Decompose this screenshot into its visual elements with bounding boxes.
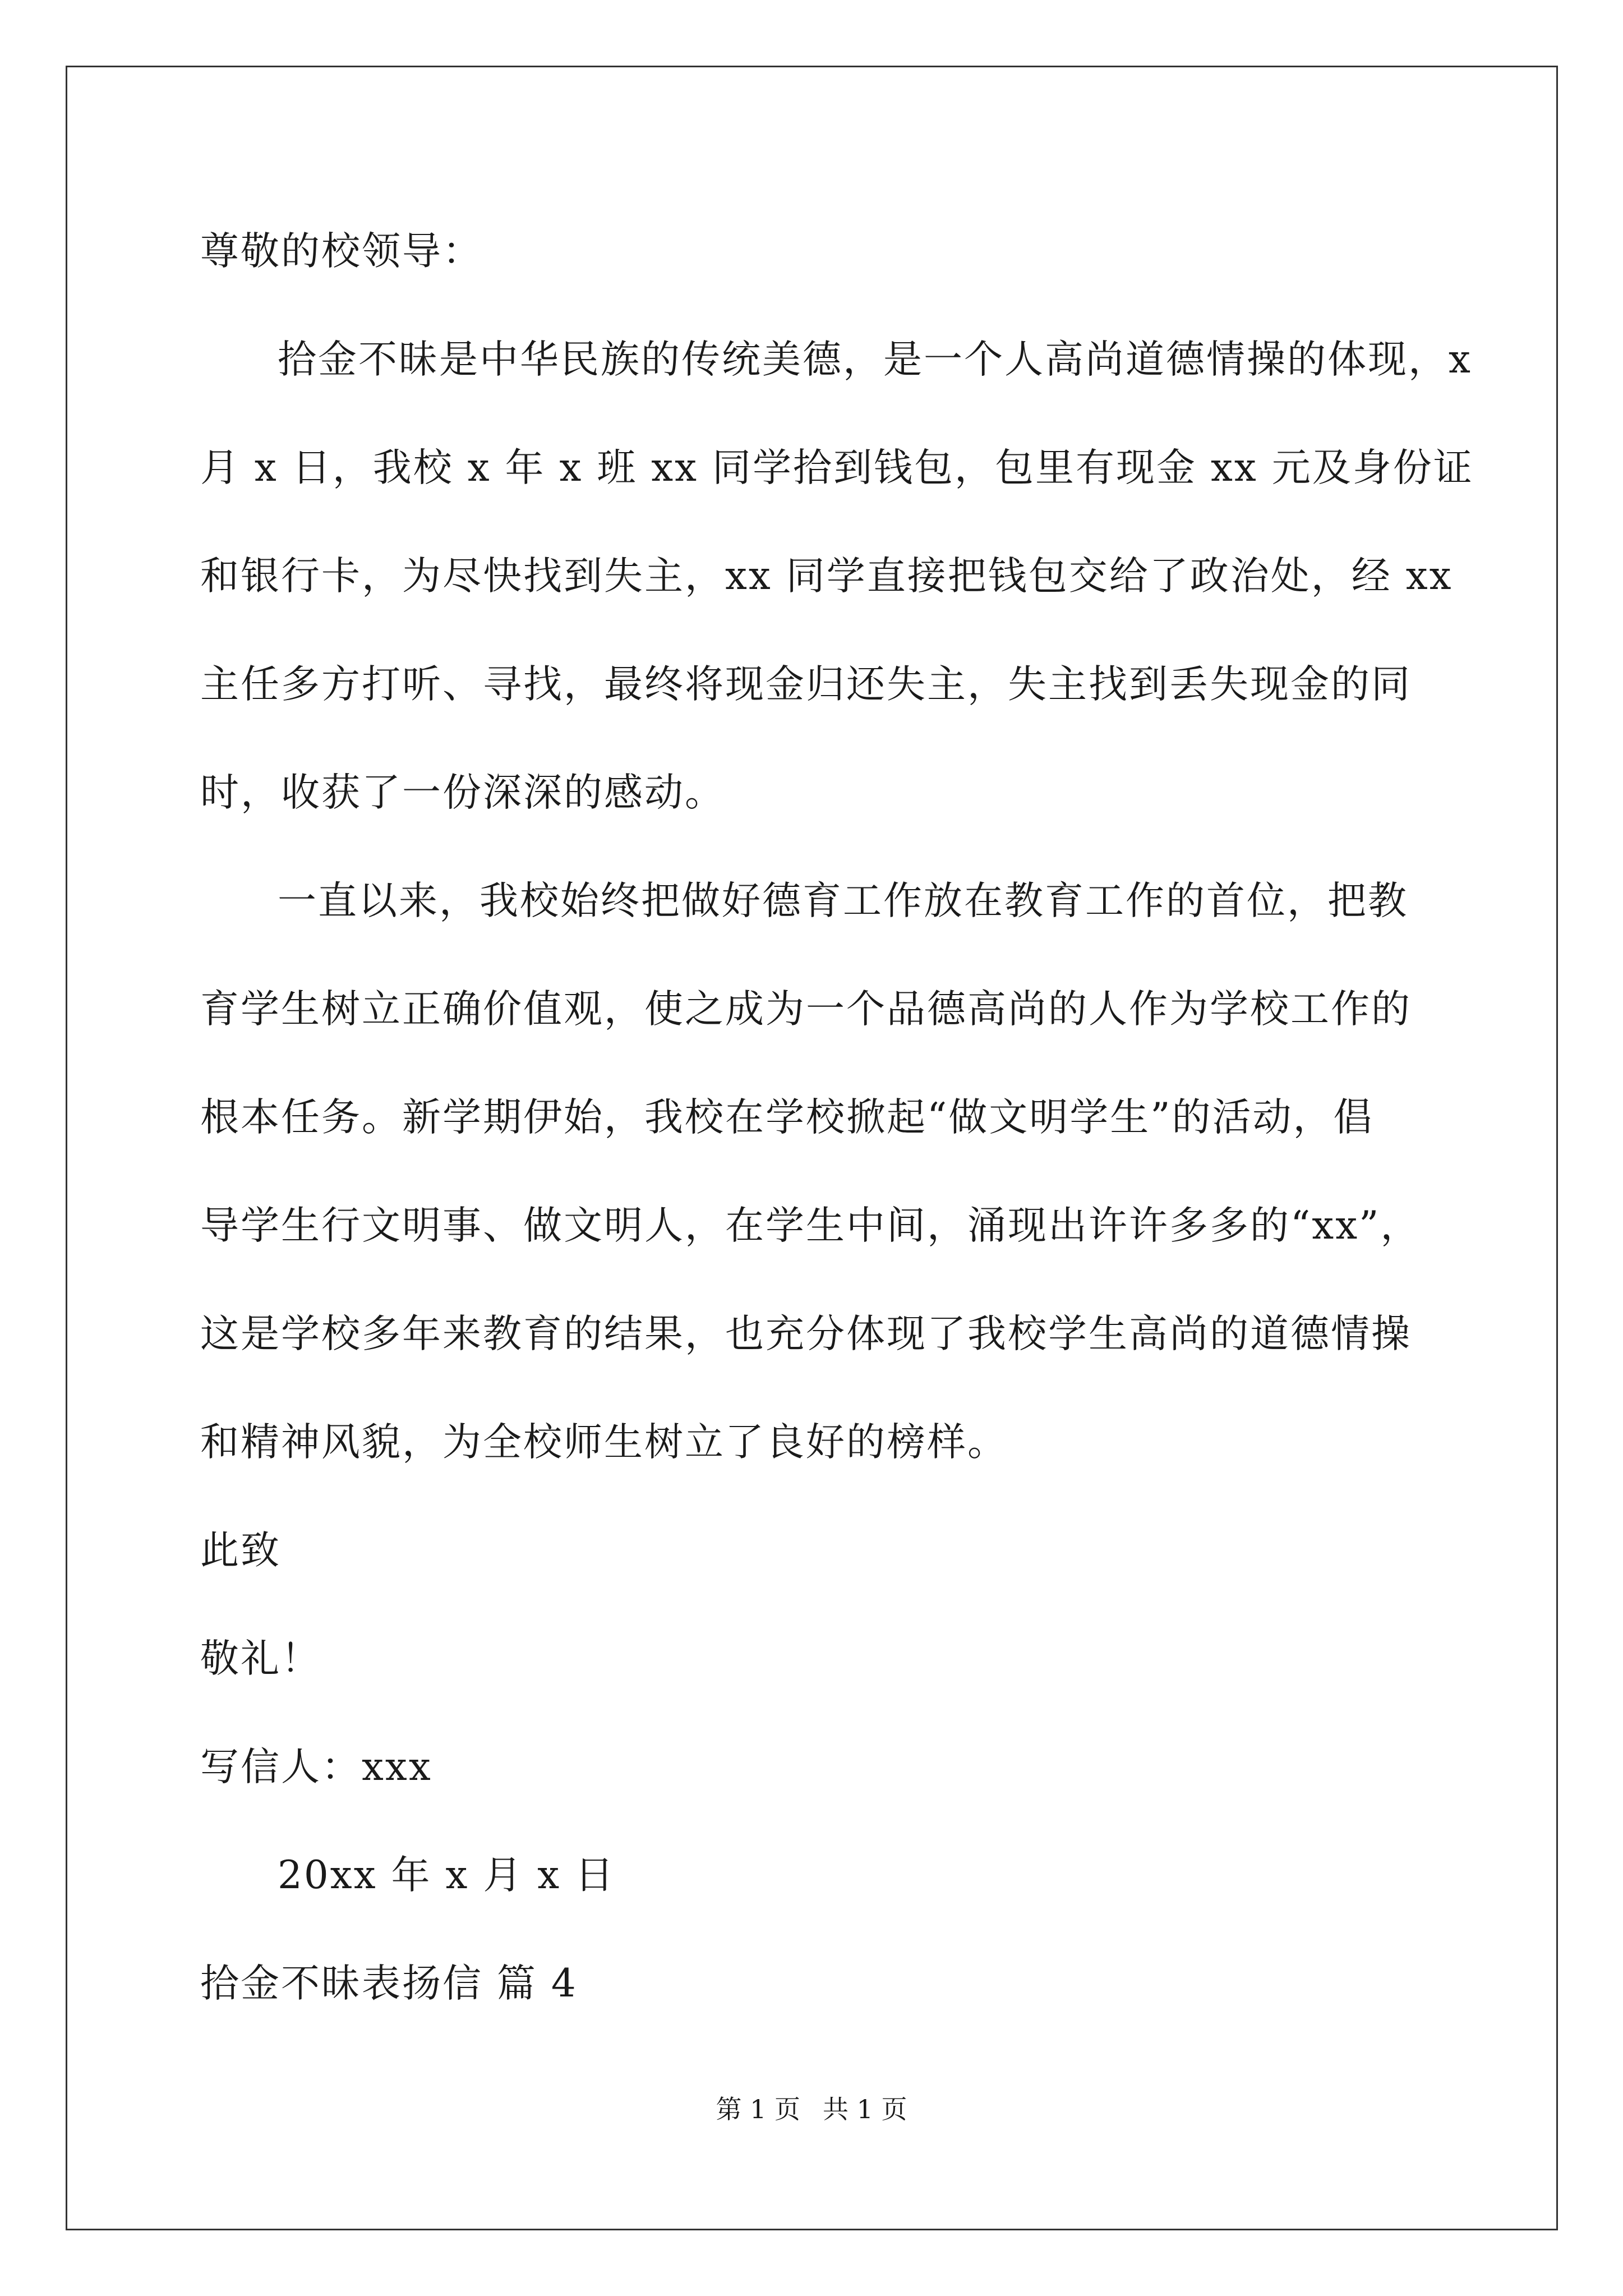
paragraph-2-line-2: 育学生树立正确价值观，使之成为一个品德高尚的人作为学校工作的: [200, 987, 1412, 1032]
next-section-heading: 拾金不昧表扬信 篇 4: [200, 1961, 578, 2006]
signer: 写信人：xxx: [200, 1745, 432, 1789]
letter-date: 20xx 年 x 月 x 日: [278, 1853, 616, 1898]
page-number: 第 1 页: [716, 2094, 800, 2124]
paragraph-1-line-2: 月 x 日，我校 x 年 x 班 xx 同学拾到钱包，包里有现金 xx 元及身份证: [200, 445, 1474, 490]
page-total: 共 1 页: [823, 2094, 907, 2124]
closing-greeting: 此致: [200, 1528, 281, 1573]
paragraph-1-line-1: 拾金不昧是中华民族的传统美德，是一个人高尚道德情操的体现，x: [278, 337, 1472, 382]
paragraph-1-line-4: 主任多方打听、寻找，最终将现金归还失主，失主找到丢失现金的同: [200, 662, 1412, 707]
salutation: 尊敬的校领导：: [200, 229, 483, 274]
paragraph-2-line-3: 根本任务。新学期伊始，我校在学校掀起“做文明学生”的活动，倡: [200, 1095, 1374, 1140]
closing-salute: 敬礼！: [200, 1636, 321, 1681]
paragraph-1-line-5: 时，收获了一份深深的感动。: [200, 770, 725, 815]
page-footer: [0, 2092, 1623, 2126]
paragraph-2-line-5: 这是学校多年来教育的结果，也充分体现了我校学生高尚的道德情操: [200, 1312, 1412, 1356]
page-border: [66, 66, 1558, 2230]
paragraph-2-line-6: 和精神风貌，为全校师生树立了良好的榜样。: [200, 1420, 1008, 1465]
paragraph-2-line-1: 一直以来，我校始终把做好德育工作放在教育工作的首位，把教: [278, 878, 1408, 923]
paragraph-2-line-4: 导学生行文明事、做文明人，在学生中间，涌现出许许多多的“xx”，: [200, 1203, 1421, 1248]
paragraph-1-line-3: 和银行卡，为尽快找到失主，xx 同学直接把钱包交给了政治处，经 xx: [200, 554, 1453, 599]
